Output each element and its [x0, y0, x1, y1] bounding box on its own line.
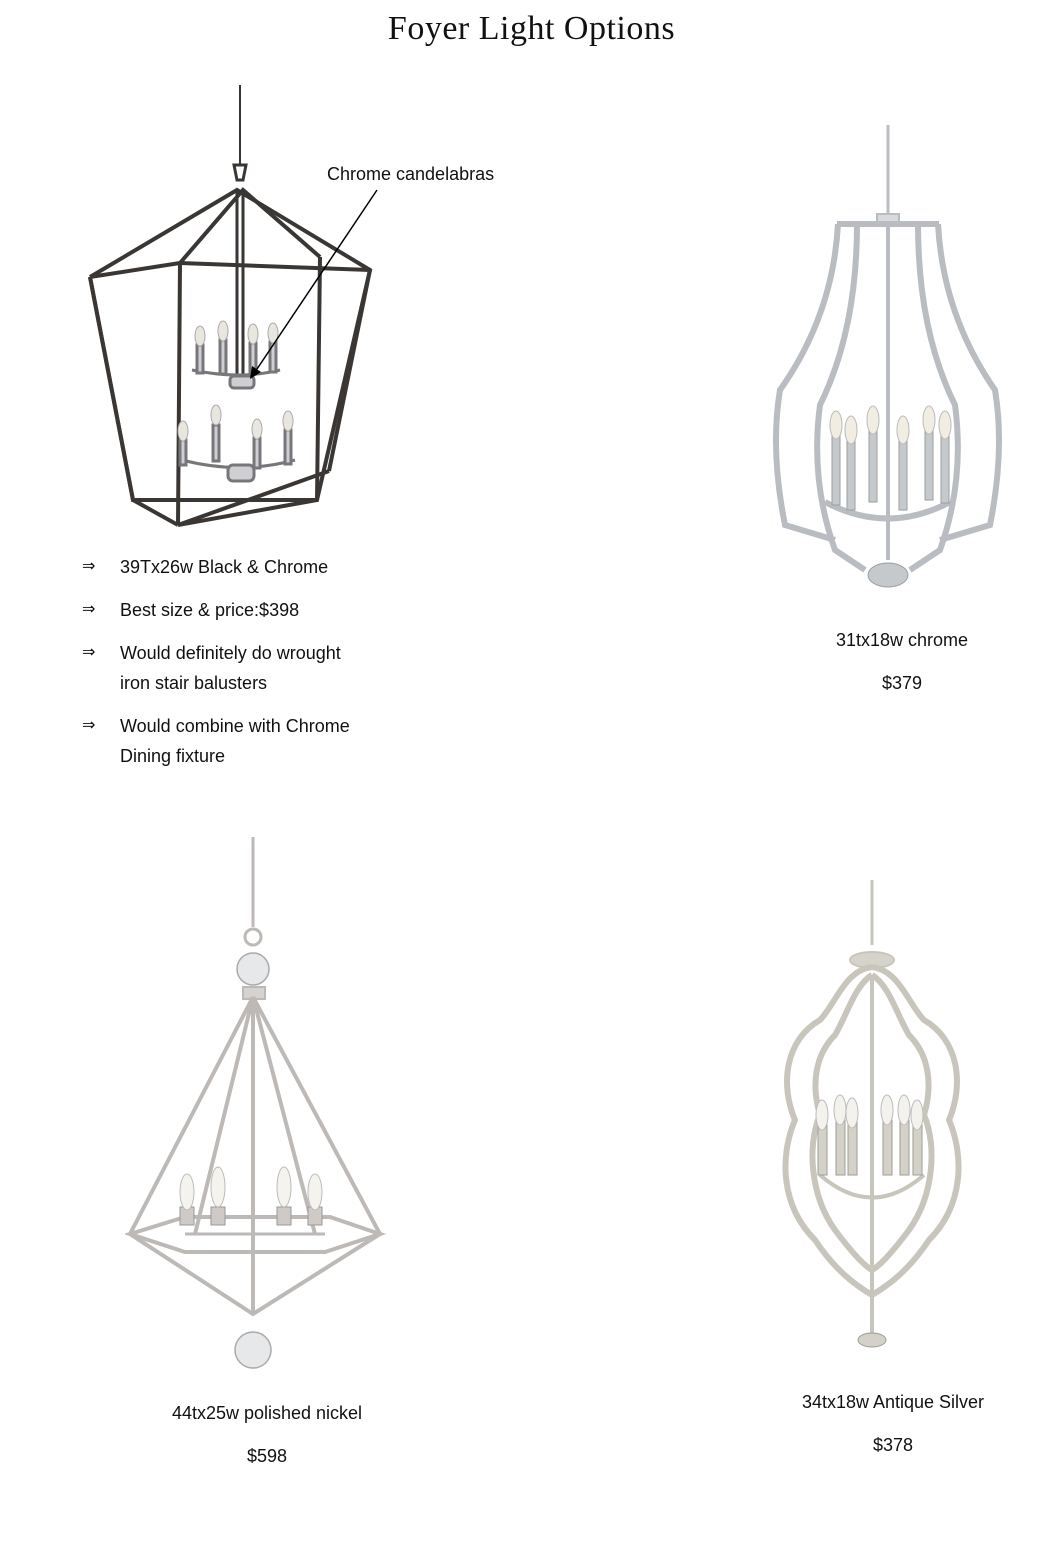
rightwards-double-arrow-icon: ⇒ [82, 717, 96, 734]
rightwards-double-arrow-icon: ⇒ [82, 601, 96, 618]
list-item [82, 638, 402, 698]
antique-silver-pendant-image [775, 875, 965, 1350]
polished-nickel-pendant-image [125, 832, 390, 1384]
product-price: $379 [881, 673, 923, 693]
rightwards-double-arrow-icon: ⇒ [82, 644, 96, 661]
page-title: Foyer Light Options [387, 10, 676, 47]
annotation-label: Chrome candelabras [327, 164, 495, 184]
list-item [82, 595, 402, 625]
product-price: $598 [246, 1446, 288, 1466]
product-price: $378 [872, 1435, 914, 1455]
black-lantern-image [80, 80, 380, 530]
chrome-pendant-image [765, 120, 1005, 595]
list-item-text: Would combine with Chrome [120, 716, 350, 736]
product-caption: 44tx25w polished nickel [171, 1403, 363, 1423]
feature-list [82, 552, 402, 784]
list-item [82, 711, 402, 771]
product-caption: 34tx18w Antique Silver [801, 1392, 985, 1412]
list-item-text: Would definitely do wrought [120, 643, 341, 663]
rightwards-double-arrow-icon: ⇒ [82, 558, 96, 575]
list-item [82, 552, 402, 582]
product-caption: 31tx18w chrome [835, 630, 969, 650]
list-item-text: 39Tx26w Black & Chrome [120, 557, 329, 577]
list-item-text: Dining fixture [120, 746, 226, 766]
list-item-text: iron stair balusters [120, 673, 268, 693]
list-item-text: Best size & price:$398 [120, 600, 300, 620]
